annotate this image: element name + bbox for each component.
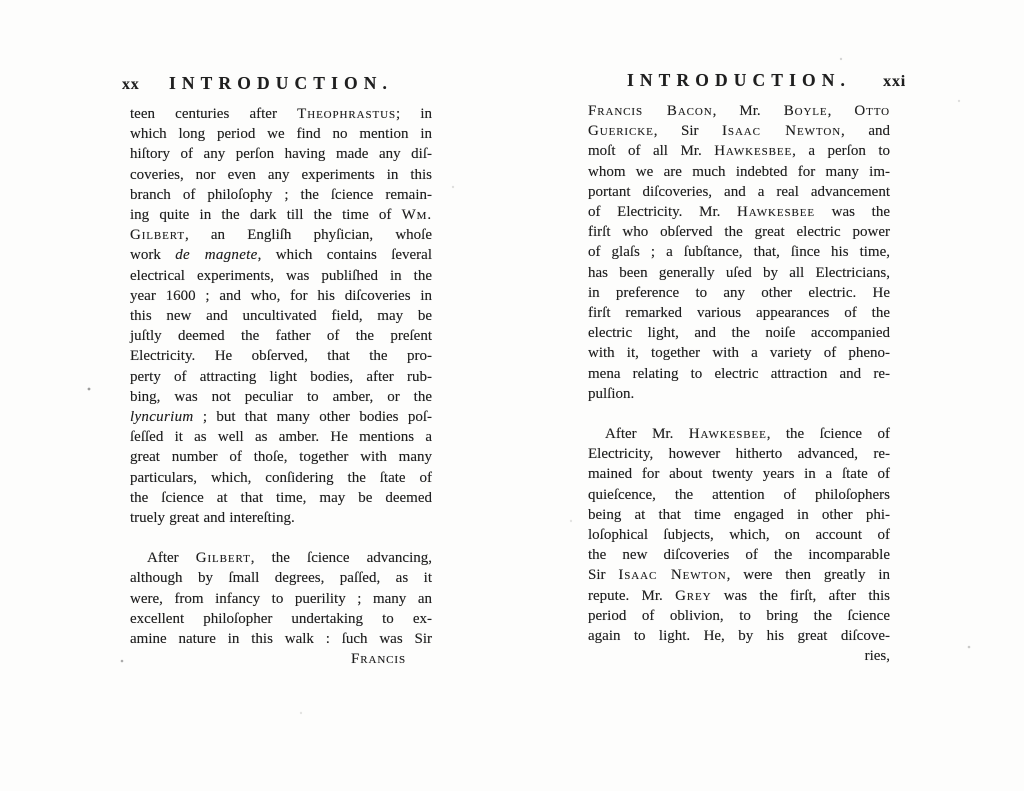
text-run: ; but that many other bodies poſ- — [193, 409, 432, 426]
small-caps-name: Wm. — [401, 207, 432, 224]
text-run: was the — [814, 204, 890, 221]
text-run: perty of attracting light bodies, after rub- — [130, 368, 432, 385]
text-line — [130, 286, 432, 306]
text-line — [130, 387, 432, 407]
text-line — [588, 263, 890, 283]
text-line — [130, 589, 432, 609]
text-line — [130, 568, 432, 588]
small-caps-name: Grey — [675, 587, 712, 604]
text-run: After Mr. — [605, 426, 689, 443]
text-run: was the firſt, after this — [711, 587, 891, 604]
small-caps-name: Hawkesbee — [737, 204, 815, 221]
text-run: branch of philoſophy ; the ſcience remain- — [130, 186, 432, 203]
text-line — [130, 407, 432, 427]
small-caps-name: Francis Bacon — [588, 103, 713, 119]
text-run: year 1600 ; and who, for his diſcoveries in — [130, 287, 432, 304]
small-caps-name: Hawkesbee — [714, 143, 793, 160]
text-line — [130, 346, 432, 366]
text-run: ing quite in the dark till the time of — [130, 207, 402, 224]
text-line — [588, 364, 890, 384]
text-run: firſt who obſerved the great electric power — [588, 224, 890, 241]
text-run: Electricity. He obſerved, that the pro- — [130, 348, 432, 365]
text-line — [588, 384, 890, 404]
text-run: work — [130, 247, 176, 264]
text-run: were, from infancy to puerility ; many an — [130, 590, 432, 607]
text-run: , Sir — [653, 123, 723, 140]
text-line — [130, 165, 432, 185]
text-run: portant diſcoveries, and a real advancement — [588, 183, 890, 200]
text-run: mena relating to electric attraction and re- — [588, 365, 890, 382]
text-line — [588, 283, 890, 303]
text-line — [588, 222, 890, 242]
text-run: hiſtory of any perſon having made any diſ- — [130, 146, 432, 163]
running-title-right: INTRODUCTION. — [626, 70, 852, 90]
page-text-left — [130, 104, 432, 649]
text-run: with it, together with a variety of pheno- — [588, 345, 890, 362]
catchword-right: ries, — [864, 648, 890, 665]
text-line — [588, 525, 890, 545]
text-line — [588, 444, 890, 464]
text-line — [130, 427, 432, 447]
running-head-left — [122, 73, 432, 95]
text-line — [130, 367, 432, 387]
text-line — [130, 609, 432, 629]
text-run: , which contains ſeveral — [257, 247, 432, 264]
text-line — [588, 545, 890, 565]
running-head-right — [588, 70, 906, 92]
text-run: pulſion. — [588, 385, 635, 402]
page-left — [122, 73, 432, 669]
text-line — [588, 121, 890, 141]
text-line — [130, 508, 432, 528]
text-run: ſeſſed it as well as amber. He mentions a — [130, 429, 432, 446]
text-line — [588, 505, 890, 525]
text-line — [130, 629, 432, 649]
text-line — [130, 144, 432, 164]
text-run: coveries, nor even any experiments in this — [130, 166, 432, 183]
small-caps-name: Hawkesbee — [688, 426, 767, 443]
text-run: moſt of all Mr. — [588, 143, 715, 160]
text-run: amine nature in this walk : ſuch was Sir — [130, 631, 432, 648]
text-line — [588, 464, 890, 484]
text-run: of Electricity. Mr. — [588, 204, 738, 221]
text-line — [130, 124, 432, 144]
text-run: Sir — [588, 567, 619, 584]
text-run: firſt remarked various appearances of the — [588, 305, 890, 322]
text-run: truely great and intereſting. — [130, 510, 295, 527]
text-run: in preference to any other electric. He — [588, 284, 890, 301]
text-run: ; in — [395, 106, 432, 122]
text-run: whom we are much indebted for many im- — [588, 163, 890, 180]
text-run: excellent philoſopher undertaking to ex- — [130, 610, 432, 627]
text-line — [588, 202, 890, 222]
text-line — [130, 205, 432, 225]
text-run: which long period we find no mention in — [130, 126, 432, 143]
text-line — [588, 485, 890, 505]
text-run: teen centuries after — [130, 106, 298, 122]
text-run: this new and uncultivated field, may be — [130, 308, 432, 325]
text-line — [130, 468, 432, 488]
page-right — [588, 70, 906, 666]
catchword-left: Francis — [351, 651, 406, 668]
text-run: again to light. He, by his great diſcove- — [588, 628, 890, 645]
text-line — [588, 182, 890, 202]
text-line — [588, 162, 890, 182]
text-run: great number of thoſe, together with many — [130, 449, 432, 466]
scan-noise — [0, 0, 2, 2]
text-run: , were then greatly in — [726, 567, 890, 584]
text-run: although by ſmall degrees, paſſed, as it — [130, 570, 432, 587]
text-run: of glaſs ; a ſubſtance, that, ſince his time, — [588, 244, 890, 261]
text-run: electric light, and the noiſe accompanied — [588, 325, 890, 342]
text-run: , Mr. — [712, 103, 784, 119]
paragraph-gap — [588, 404, 890, 424]
small-caps-name: Gilbert — [130, 227, 185, 244]
small-caps-name: Boyle — [783, 103, 828, 119]
small-caps-name: Isaac Newton — [618, 567, 727, 584]
text-run: , and — [841, 123, 890, 140]
small-caps-name: Gilbert — [195, 550, 251, 567]
small-caps-name: Guericke — [588, 123, 654, 140]
italic-term: de magnete — [175, 247, 258, 264]
text-run: , a perſon to — [792, 143, 890, 160]
text-run: , the ſcience of — [766, 426, 890, 443]
italic-term: lyncurium — [130, 409, 194, 426]
text-run: mained for about twenty years in a ſtate of — [588, 466, 890, 483]
running-title-left: INTRODUCTION. — [168, 73, 394, 93]
text-run: quieſcence, the attention of philoſophers — [588, 486, 890, 503]
text-line — [588, 101, 890, 121]
text-line — [130, 306, 432, 326]
text-run: After — [147, 550, 196, 567]
text-run: the ſcience at that time, may be deemed — [130, 489, 432, 506]
text-run: bing, was not peculiar to amber, or the — [130, 388, 432, 405]
text-run: repute. Mr. — [588, 587, 676, 604]
small-caps-name: Isaac Newton — [722, 123, 842, 140]
text-run: , — [827, 103, 855, 119]
text-run: juſtly deemed the father of the preſent — [130, 328, 432, 345]
text-line — [588, 606, 890, 626]
text-run: , the ſcience advancing, — [250, 550, 432, 567]
text-run: , an Engliſh phyſician, whoſe — [184, 227, 432, 244]
text-line — [588, 586, 890, 606]
small-caps-name: Theophrastus — [297, 106, 396, 122]
text-line — [130, 245, 432, 265]
text-line — [130, 185, 432, 205]
text-line — [130, 548, 432, 568]
text-run: loſophical ſubjects, which, on account of — [588, 527, 890, 544]
text-line — [588, 141, 890, 161]
text-line — [588, 626, 890, 646]
text-run: Electricity, however hitherto advanced, re- — [588, 446, 890, 463]
text-line — [588, 343, 890, 363]
folio-left: xx — [122, 76, 140, 93]
text-run: electrical experiments, was publiſhed in the — [130, 267, 432, 284]
text-run: period of oblivion, to bring the ſcience — [588, 607, 890, 624]
text-line — [130, 225, 432, 245]
paragraph-gap — [130, 528, 432, 548]
text-run: particulars, which, conſidering the ſtate of — [130, 469, 432, 486]
text-line — [588, 323, 890, 343]
page-text-right — [588, 101, 890, 646]
text-line — [130, 266, 432, 286]
text-line — [130, 447, 432, 467]
text-line — [130, 488, 432, 508]
text-run: being at that time engaged in other phi- — [588, 506, 890, 523]
text-line — [588, 242, 890, 262]
text-line — [130, 104, 432, 124]
text-line — [588, 565, 890, 585]
text-line — [588, 303, 890, 323]
text-run: has been generally uſed by all Electricians, — [588, 264, 890, 281]
text-line — [130, 326, 432, 346]
text-line — [588, 424, 890, 444]
folio-right: xxi — [883, 73, 906, 90]
text-run: the new diſcoveries of the incomparable — [588, 547, 890, 564]
small-caps-name: Otto — [854, 103, 890, 119]
